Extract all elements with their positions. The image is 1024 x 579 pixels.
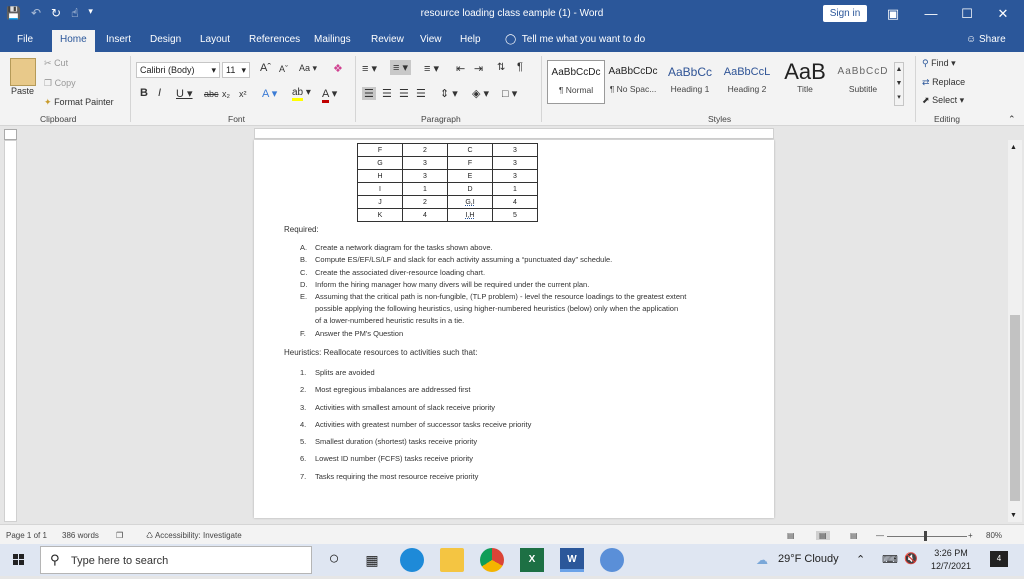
list-letter: F. — [300, 329, 306, 338]
heuristics-heading: Heuristics: Reallocate resources to activities such that: — [284, 348, 478, 357]
sign-in-button[interactable]: Sign in — [823, 5, 867, 22]
list-item-text: Splits are avoided — [315, 368, 375, 377]
horizontal-ruler[interactable] — [254, 128, 774, 139]
list-number: 2. — [300, 385, 307, 394]
windows-start-button[interactable] — [0, 544, 38, 576]
font-name-select[interactable]: Calibri (Body) ▾ — [136, 62, 220, 78]
list-number: 5. — [300, 437, 307, 446]
paste-icon[interactable] — [10, 58, 36, 86]
table-cell[interactable]: 3 — [493, 170, 538, 183]
keyboard-icon[interactable]: ⌨ — [882, 554, 898, 566]
table-row — [358, 196, 538, 209]
table-cell[interactable]: 3 — [403, 157, 448, 170]
chrome-icon[interactable] — [480, 548, 504, 572]
zoom-out-icon[interactable]: — — [876, 531, 884, 540]
decrease-indent-icon[interactable]: ⇤ — [456, 63, 466, 75]
style-normal[interactable]: AaBbCcDc ¶ Normal — [547, 60, 605, 104]
table-cell[interactable]: E — [448, 170, 493, 183]
word-count[interactable]: 386 words — [62, 531, 99, 540]
shading-icon[interactable]: ◈ ▾ — [472, 88, 490, 100]
print-layout-icon[interactable]: ▤ — [816, 531, 830, 540]
find-button[interactable]: ⚲ Find ▾ — [922, 58, 956, 68]
list-item-text: Tasks requiring the most resource receive priority — [315, 472, 479, 481]
divider — [915, 56, 916, 122]
copy-button[interactable]: ❐ Copy — [44, 78, 76, 88]
table-cell[interactable]: 3 — [493, 157, 538, 170]
bold-icon[interactable]: B — [140, 87, 148, 99]
undo-icon[interactable]: ↶ — [30, 6, 42, 20]
borders-icon[interactable]: □ ▾ — [502, 88, 518, 100]
grow-font-icon[interactable]: Aˆ — [260, 62, 271, 74]
numbering-icon[interactable]: ≡ ▾ — [390, 60, 411, 75]
table-row — [358, 209, 538, 222]
list-item-text: Compute ES/EF/LS/LF and slack for each activity assuming a “punctuated day” schedule. — [315, 255, 613, 264]
style-subtitle[interactable]: AaBbCcD Subtitle — [837, 66, 889, 94]
cut-button[interactable]: ✂ Cut — [44, 58, 69, 68]
cursor-icon: ⬈ — [922, 95, 930, 105]
scissors-icon: ✂ — [44, 58, 52, 68]
tell-me-search[interactable]: ◯ Tell me what you want to do — [505, 34, 646, 45]
table-cell[interactable]: 4 — [403, 209, 448, 222]
line-spacing-icon[interactable]: ⇕ ▾ — [440, 88, 458, 100]
speaker-muted-icon[interactable]: 🔇 — [904, 553, 918, 565]
list-item-text: Inform the hiring manager how many divers will be required under the current plan. — [315, 280, 590, 289]
replace-button[interactable]: ⇄ Replace — [922, 77, 966, 87]
table-cell[interactable]: 2 — [403, 144, 448, 157]
table-cell[interactable]: G,I — [448, 196, 493, 209]
cortana-icon[interactable]: ○ — [328, 548, 340, 568]
tab-view[interactable]: View — [420, 34, 442, 45]
vertical-ruler[interactable] — [4, 140, 17, 522]
underline-icon[interactable]: U ▾ — [176, 88, 193, 100]
list-letter: A. — [300, 243, 308, 252]
taskbar-search-box[interactable]: ⚲ Type here to search — [40, 546, 312, 574]
lightbulb-icon: ◯ — [505, 34, 517, 45]
accessibility-icon: ♺ — [146, 531, 154, 540]
tab-layout[interactable]: Layout — [200, 34, 231, 45]
increase-indent-icon[interactable]: ⇥ — [474, 63, 484, 75]
table-cell[interactable]: 4 — [493, 196, 538, 209]
list-number: 7. — [300, 472, 307, 481]
zoom-level[interactable]: 80% — [986, 531, 1003, 540]
table-cell[interactable]: F — [448, 157, 493, 170]
task-view-icon[interactable]: ▦ — [365, 552, 379, 568]
sort-icon[interactable]: ⇅ — [497, 62, 506, 73]
list-letter: B. — [300, 255, 308, 264]
windows-logo-icon — [0, 544, 38, 576]
scrollbar-thumb[interactable] — [1010, 315, 1020, 501]
list-item-text: Answer the PM's Question — [315, 329, 404, 338]
tab-design[interactable]: Design — [150, 34, 182, 45]
clipboard-group-label: Clipboard — [40, 114, 77, 124]
scroll-up-icon[interactable]: ▲ — [1010, 144, 1017, 151]
save-icon[interactable]: 💾 — [6, 6, 21, 20]
copy-icon: ❐ — [44, 78, 53, 88]
font-group-label: Font — [228, 114, 246, 124]
table-cell[interactable]: D — [448, 183, 493, 196]
word-icon[interactable]: W — [560, 548, 584, 572]
list-item-text: possible applying the following heuristics, using higher-numbered heuristics (below) only when the application — [315, 304, 679, 313]
table-cell[interactable]: 3 — [493, 144, 538, 157]
format-painter-button[interactable]: ✦ Format Painter — [44, 97, 114, 107]
tab-selector[interactable] — [4, 129, 17, 140]
list-number: 1. — [300, 368, 307, 377]
subscript-icon[interactable]: x₂ — [222, 89, 230, 99]
table-cell[interactable]: I,H — [448, 209, 493, 222]
list-item-text: Smallest duration (shortest) tasks receive priority — [315, 437, 478, 446]
share-button[interactable]: ☺ Share — [966, 34, 1006, 45]
list-item-text: Most egregious imbalances are addressed first — [315, 385, 471, 394]
accessibility-status[interactable]: ♺ Accessibility: Investigate — [146, 531, 242, 540]
style-heading-2[interactable]: AaBbCcL Heading 2 — [723, 66, 771, 94]
zoom-slider[interactable] — [887, 536, 967, 537]
required-heading: Required: — [284, 225, 319, 234]
vertical-scrollbar[interactable] — [1008, 140, 1022, 522]
justify-icon[interactable]: ☰ — [416, 88, 426, 100]
table-cell[interactable]: K — [358, 209, 403, 222]
paintbrush-icon: ✦ — [44, 97, 52, 107]
table-cell[interactable]: H — [358, 170, 403, 183]
italic-icon[interactable]: I — [158, 87, 162, 99]
close-button[interactable]: ✕ — [997, 6, 1009, 21]
font-size-select[interactable]: 11 ▾ — [222, 62, 250, 78]
table-row — [358, 144, 538, 157]
font-color-icon[interactable]: A ▾ — [322, 87, 337, 100]
zoom-slider-thumb[interactable] — [924, 531, 927, 541]
scroll-down-icon[interactable]: ▼ — [1010, 512, 1017, 519]
style-heading-1[interactable]: AaBbCc Heading 1 — [667, 65, 713, 94]
styles-gallery-scroll[interactable]: ▲ ▼ ▾ — [894, 62, 904, 106]
list-number: 3. — [300, 403, 307, 412]
list-item-text: Activities with greatest number of successor tasks receive priority — [315, 420, 532, 429]
strikethrough-icon[interactable]: abc — [204, 89, 219, 99]
paste-button[interactable]: Paste — [11, 86, 35, 96]
proofing-icon[interactable]: ❒ — [116, 531, 124, 540]
page-count[interactable]: Page 1 of 1 — [6, 531, 47, 540]
tab-references[interactable]: References — [249, 34, 301, 45]
list-item-text: Create the associated diver-resource loading chart. — [315, 268, 486, 277]
bullets-icon[interactable]: ≡ ▾ — [362, 63, 377, 75]
minimize-button[interactable]: — — [924, 6, 938, 21]
tab-review[interactable]: Review — [371, 34, 404, 45]
style-no-spacing[interactable]: AaBbCcDc ¶ No Spac... — [608, 66, 658, 94]
superscript-icon[interactable]: x² — [239, 89, 247, 99]
align-right-icon[interactable]: ☰ — [399, 88, 409, 100]
list-item-text: Create a network diagram for the tasks shown above. — [315, 243, 493, 252]
status-bar — [0, 524, 1024, 544]
list-letter: E. — [300, 292, 308, 301]
list-number: 6. — [300, 454, 307, 463]
task-table — [357, 143, 538, 222]
table-cell[interactable]: J — [358, 196, 403, 209]
focus-mode-icon[interactable]: ▤ — [787, 531, 795, 540]
select-button[interactable]: ⬈ Select ▾ — [922, 95, 965, 105]
search-icon: ⚲ — [50, 552, 60, 567]
redo-icon[interactable]: ↻ — [51, 6, 62, 20]
table-cell[interactable]: G — [358, 157, 403, 170]
list-item-text: Lowest ID number (FCFS) tasks receive priority — [315, 454, 473, 463]
table-cell[interactable]: 5 — [493, 209, 538, 222]
table-cell[interactable]: 3 — [403, 170, 448, 183]
text-effects-icon[interactable]: A ▾ — [262, 88, 278, 100]
divider — [355, 56, 356, 122]
change-case-icon[interactable]: Aa ▾ — [299, 63, 318, 73]
title-bar — [0, 0, 1024, 28]
list-letter: D. — [300, 280, 308, 289]
app-icon[interactable] — [600, 548, 624, 572]
touch-mode-icon[interactable]: ☝ — [71, 6, 79, 20]
document-title: resource loading class eample (1) - Word — [420, 8, 604, 19]
search-icon: ⚲ — [922, 58, 929, 68]
person-icon: ☺ — [966, 34, 977, 45]
align-left-icon[interactable]: ☰ — [364, 88, 374, 100]
document-page[interactable] — [254, 140, 774, 518]
clear-formatting-icon[interactable]: ❖ — [333, 63, 343, 75]
multilevel-list-icon[interactable]: ≡ ▾ — [424, 63, 439, 75]
table-cell[interactable]: 1 — [493, 183, 538, 196]
paragraph-group-label: Paragraph — [421, 114, 461, 124]
table-cell[interactable]: I — [358, 183, 403, 196]
table-cell[interactable]: F — [358, 144, 403, 157]
align-center-icon[interactable]: ☰ — [382, 88, 392, 100]
zoom-in-icon[interactable]: + — [968, 531, 973, 540]
table-cell[interactable]: C — [448, 144, 493, 157]
list-item-text: Activities with smallest amount of slack receive priority — [315, 403, 496, 412]
table-row — [358, 183, 538, 196]
tab-file[interactable]: File — [17, 34, 34, 45]
styles-group-label: Styles — [708, 114, 732, 124]
chevron-down-icon: ▾ — [241, 65, 246, 75]
replace-icon: ⇄ — [922, 77, 930, 87]
tab-home[interactable]: Home — [52, 30, 95, 52]
editing-group-label: Editing — [934, 114, 960, 124]
taskbar — [0, 544, 1024, 576]
table-cell[interactable]: 2 — [403, 196, 448, 209]
system-clock[interactable]: 3:26 PM 12/7/2021 — [930, 548, 972, 571]
style-title[interactable]: AaB Title — [784, 60, 826, 94]
collapse-ribbon-icon[interactable]: ⌃ — [1008, 114, 1016, 124]
chevron-down-icon: ▾ — [211, 65, 216, 75]
cloud-icon: ☁ — [756, 553, 768, 567]
ribbon — [0, 52, 1024, 126]
shrink-font-icon[interactable]: Aˇ — [279, 64, 288, 74]
tab-insert[interactable]: Insert — [106, 34, 132, 45]
tab-mailings[interactable]: Mailings — [314, 34, 351, 45]
list-number: 4. — [300, 420, 307, 429]
list-item-text: Assuming that the critical path is non-fungible, (TLP problem) - level the resource loadings to the greatest extent — [315, 292, 687, 301]
divider — [130, 56, 131, 122]
divider — [541, 56, 542, 122]
tab-help[interactable]: Help — [460, 34, 481, 45]
highlight-icon[interactable]: ab ▾ — [292, 87, 311, 98]
excel-icon[interactable]: X — [520, 548, 544, 572]
file-explorer-icon[interactable] — [440, 548, 464, 572]
edge-icon[interactable] — [400, 548, 424, 572]
customize-qat-icon[interactable]: ▾ — [88, 6, 93, 16]
show-hide-icon[interactable]: ¶ — [517, 61, 523, 73]
ribbon-display-options-icon[interactable]: ▣ — [886, 6, 900, 21]
table-cell[interactable]: 1 — [403, 183, 448, 196]
weather-widget[interactable]: 29°F Cloudy — [778, 553, 839, 565]
ribbon-tabs — [0, 28, 1024, 52]
notifications-icon[interactable]: 4 — [990, 551, 1008, 567]
chevron-up-icon[interactable]: ⌃ — [856, 554, 866, 566]
table-row — [358, 170, 538, 183]
list-letter: C. — [300, 268, 308, 277]
table-row — [358, 157, 538, 170]
maximize-button[interactable]: ☐ — [961, 6, 973, 21]
web-layout-icon[interactable]: ▤ — [850, 531, 858, 540]
list-item-text: of a lower-numbered heuristic results in a tie. — [315, 316, 465, 325]
